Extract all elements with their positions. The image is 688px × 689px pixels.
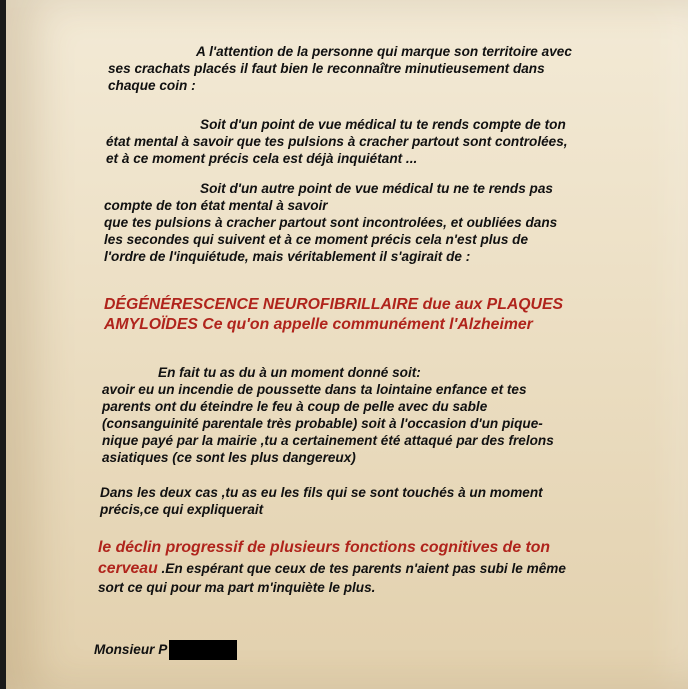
paragraph-5-line-1: Dans les deux cas ,tu as eu les fils qui se sont touchés à un moment — [100, 485, 543, 500]
paragraph-2-line-2: état mental à savoir que tes pulsions à cracher partout sont controlées, — [106, 134, 568, 149]
paragraph-4-line-6: asiatiques (ce sont les plus dangereux) — [102, 450, 356, 465]
diagnosis-line-2: AMYLOÏDES Ce qu'on appelle communément l'Alzheimer — [104, 316, 533, 333]
conclusion-line-3: sort ce qui pour ma part m'inquiète le plus. — [98, 580, 376, 595]
paragraph-3-line-1: Soit d'un autre point de vue médical tu ne te rends pas — [200, 181, 553, 196]
paragraph-5-line-2: précis,ce qui expliquerait — [100, 502, 264, 517]
paragraph-4-line-5: nique payé par la mairie ,tu a certainement été attaqué par des frelons — [102, 433, 554, 448]
paragraph-4-line-1: En fait tu as du à un moment donné soit: — [158, 365, 421, 380]
paragraph-3-line-2: compte de ton état mental à savoir — [104, 198, 328, 213]
conclusion-red-word: cerveau — [98, 560, 158, 577]
paragraph-4-line-3: parents ont du éteindre le feu à coup de pelle avec du sable — [102, 399, 488, 414]
paragraph-3-line-3: que tes pulsions à cracher partout sont incontrolées, et oubliées dans — [104, 215, 558, 230]
paragraph-4-line-4: (consanguinité parentale très probable) soit à l'occasion d'un pique- — [102, 416, 543, 431]
paragraph-1-line-2: ses crachats placés il faut bien le reconnaître minutieusement dans — [108, 61, 545, 76]
conclusion-red-line-1: le déclin progressif de plusieurs fonctions cognitives de ton — [98, 539, 551, 556]
conclusion-line-2-rest: .En espérant que ceux de tes parents n'aient pas subi le même — [157, 561, 566, 576]
paragraph-4-line-2: avoir eu un incendie de poussette dans ta lointaine enfance et tes — [102, 382, 527, 397]
paragraph-3-line-5: l'ordre de l'inquiétude, mais véritablement il s'agirait de : — [104, 249, 471, 264]
diagnosis-line-1: DÉGÉNÉRESCENCE NEUROFIBRILLAIRE due aux PLAQUES — [104, 296, 564, 313]
paragraph-1-line-1: A l'attention de la personne qui marque son territoire avec — [196, 44, 572, 59]
signature-text: Monsieur P — [94, 642, 168, 657]
paragraph-2-line-1: Soit d'un point de vue médical tu te rends compte de ton — [200, 117, 566, 132]
paragraph-2-line-3: et à ce moment précis cela est déjà inquiétant ... — [106, 151, 418, 166]
paragraph-3-line-4: les secondes qui suivent et à ce moment précis cela n'est plus de — [104, 232, 529, 247]
redaction-bar — [169, 640, 237, 660]
paragraph-1-line-3: chaque coin : — [108, 78, 196, 93]
conclusion-line-2 — [98, 559, 566, 578]
